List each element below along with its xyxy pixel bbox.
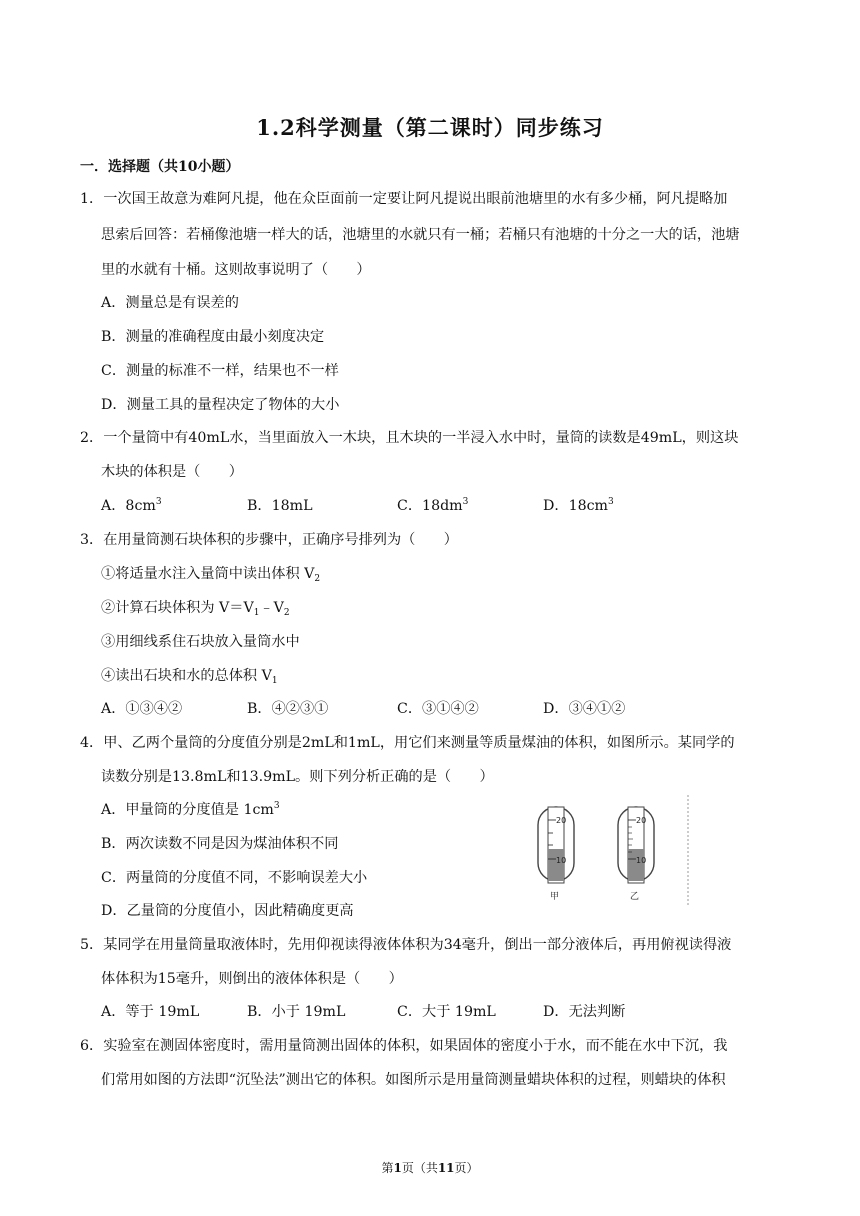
q2-option-c: C．$18dm^3$	[397, 497, 469, 514]
q4-option-a: A．甲量筒的分度值是 $1cm^3$	[101, 801, 280, 818]
cylinder-yi	[618, 807, 654, 902]
q5-option-c: C．大于 19mL	[397, 1004, 496, 1020]
cylinder-jia	[538, 807, 574, 902]
q3-option-c: C．③①④②	[397, 701, 479, 717]
q2-option-b: B．18mL	[247, 498, 313, 514]
q6-line-2: 们常用如图的方法即“沉坠法”测出它的体积。如图所示是用量筒测量蜡块体积的过程，则蜡块的体积	[101, 1072, 726, 1088]
q3-option-b: B．④②③①	[247, 701, 329, 717]
q5-option-d: D．无法判断	[543, 1004, 626, 1020]
q1-line-2: 思索后回答：若桶像池塘一样大的话，池塘里的水就只有一桶；若桶只有池塘的十分之一大的话，池塘	[101, 227, 740, 243]
q1-option-d: D．测量工具的量程决定了物体的大小	[101, 397, 340, 413]
q1-line-1: 1．一次国王故意为难阿凡提，他在众臣面前一定要让阿凡提说出眼前池塘里的水有多少桶，阿凡提略加	[80, 191, 728, 207]
q2-option-d: D．$18cm^3$	[543, 497, 614, 514]
q3-step-1: ①将适量水注入量筒中读出体积 $V_2$	[101, 566, 321, 584]
q6-line-1: 6．实验室在测固体密度时，需用量筒测出固体的体积，如果固体的密度小于水，而不能在水中下沉，我	[80, 1038, 728, 1054]
q5-option-a: A．等于 19mL	[101, 1004, 200, 1020]
q4-line-1: 4．甲、乙两个量筒的分度值分别是2mL和1mL，用它们来测量等质量煤油的体积，如图所示。某同学的	[80, 735, 735, 751]
q4-line-2: 读数分别是13.8mL和13.9mL。则下列分析正确的是（ ）	[101, 769, 494, 785]
label-jia: 甲	[550, 892, 560, 902]
q1-option-b: B．测量的准确程度由最小刻度决定	[101, 329, 325, 345]
q2-line-1: 2．一个量筒中有40mL水，当里面放入一木块，且木块的一半浸入水中时，量筒的读数是49mL，则这块	[80, 430, 739, 446]
q1-option-c: C．测量的标准不一样，结果也不一样	[101, 363, 339, 379]
graduated-cylinders-figure	[530, 795, 692, 907]
section-heading: 一．选择题（共10小题）	[80, 159, 240, 175]
q3-step-2: ②计算石块体积为 $V=V_1﹣V_2$	[101, 600, 290, 618]
q2-option-a: A．$8cm^3$	[101, 497, 162, 514]
q4-option-d: D．乙量筒的分度值小，因此精确度更高	[101, 903, 354, 919]
q1-option-a: A．测量总是有误差的	[101, 295, 239, 311]
jia-tick-20: 20	[556, 816, 567, 825]
yi-tick-20: 20	[636, 816, 647, 825]
q5-option-b: B．小于 19mL	[247, 1004, 346, 1020]
label-yi: 乙	[630, 892, 640, 902]
q4-option-b: B．两次读数不同是因为煤油体积不同	[101, 836, 339, 852]
q1-line-3: 里的水就有十桶。这则故事说明了（ ）	[101, 262, 371, 278]
q5-line-1: 5．某同学在用量筒量取液体时，先用仰视读得液体体积为34毫升，倒出一部分液体后，再用俯视读得液	[80, 937, 732, 953]
page-title: 1.2科学测量（第二课时）同步练习	[256, 115, 604, 140]
q3-option-d: D．③④①②	[543, 701, 626, 717]
q3-line-1: 3．在用量筒测石块体积的步骤中，正确序号排列为（ ）	[80, 532, 458, 548]
q3-step-4: ④读出石块和水的总体积 $V_1$	[101, 668, 278, 686]
q2-line-2: 木块的体积是（ ）	[101, 464, 243, 480]
q3-step-3: ③用细线系住石块放入量筒水中	[101, 634, 300, 650]
jia-tick-10: 10	[556, 856, 567, 865]
q5-line-2: 体体积为15毫升，则倒出的液体体积是（ ）	[101, 971, 403, 987]
q3-option-a: A．①③④②	[101, 701, 183, 717]
page-footer: 第1页（共11页）	[381, 1161, 479, 1175]
yi-tick-10: 10	[636, 856, 647, 865]
q4-option-c: C．两量筒的分度值不同，不影响误差大小	[101, 870, 368, 886]
